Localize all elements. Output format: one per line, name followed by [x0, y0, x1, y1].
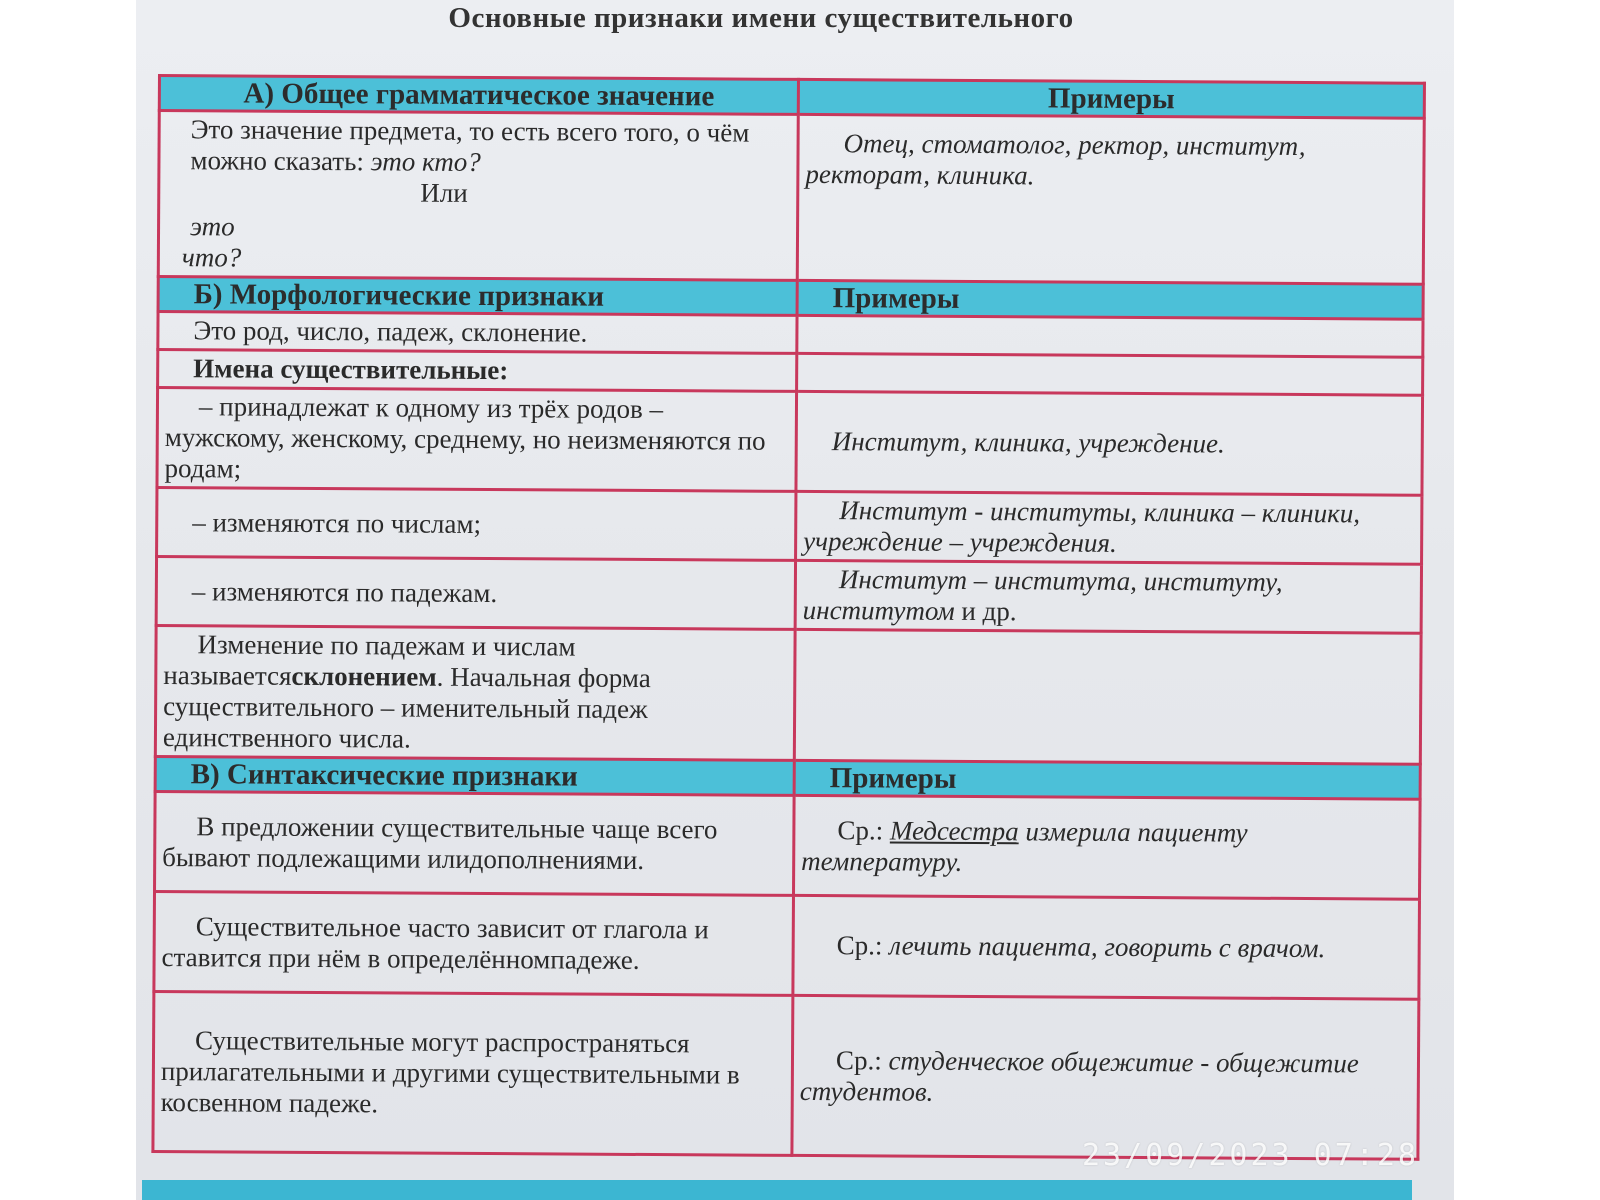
- section-b-row1: Это род, число, падеж, склонение.: [158, 312, 797, 354]
- table-row: [155, 625, 1421, 764]
- table-row: [155, 791, 1421, 899]
- section-b-examples-header: Примеры: [797, 280, 1423, 319]
- table-row: [157, 388, 1423, 496]
- section-b-row5-examples: Институт – института, институту, институтом и др.: [795, 560, 1421, 633]
- table-row: [153, 991, 1419, 1159]
- section-b-header: Б) Морфологические признаки: [158, 277, 797, 316]
- section-b-row3: – принадлежат к одному из трёх родов – мужскому, женскому, среднему, но неизменяются по родам;: [157, 388, 797, 492]
- bottom-color-band: [142, 1180, 1412, 1200]
- section-c-header: В) Синтаксические признаки: [155, 756, 794, 795]
- section-a-description: Это значение предмета, то есть всего того, о чём можно сказать: это кто? Или это что?: [158, 111, 798, 281]
- section-b-row2-examples: [797, 353, 1423, 395]
- table-row: [157, 488, 1422, 565]
- table-row: [154, 891, 1420, 999]
- table-row: [158, 111, 1424, 285]
- section-b-row4-examples: Институт - институты, клиника – клиники, учреждение – учреждения.: [796, 491, 1422, 564]
- section-b-row3-examples: Институт, клиника, учреждение.: [796, 391, 1423, 495]
- section-b-row2: Имена существительные:: [158, 350, 797, 392]
- section-c-row2-examples: Ср.: лечить пациента, говорить с врачом.: [793, 895, 1420, 999]
- photo-timestamp: 23/09/2023 07:28: [1082, 1138, 1419, 1173]
- noun-features-table: [151, 74, 1426, 1161]
- section-c-row1-examples: Ср.: Медсестра измерила пациенту температуру.: [793, 795, 1420, 899]
- section-c-row3: Существительные могут распространяться прилагательными и другими существительными в косвенном падеже.: [153, 991, 793, 1155]
- section-b-row6: Изменение по падежам и числам называетсясклонением. Начальная форма существительного – именительный падеж единственного числа.: [155, 625, 795, 760]
- section-a-header: А) Общее грамматическое значение: [159, 76, 798, 115]
- section-c-row2: Существительное часто зависит от глагола и ставится при нём в определённомпадеже.: [154, 891, 794, 995]
- section-b-row5: – изменяются по падежам.: [156, 557, 795, 630]
- section-a-examples-header: Примеры: [798, 79, 1424, 118]
- section-a-examples: Отец, стоматолог, ректор, институт, ректорат, клиника.: [797, 114, 1424, 284]
- section-b-row6-examples: [794, 629, 1421, 764]
- table-row: [156, 557, 1421, 634]
- section-c-examples-header: Примеры: [794, 760, 1420, 799]
- section-b-row4: – изменяются по числам;: [157, 488, 796, 561]
- section-b-row1-examples: [797, 315, 1423, 357]
- page-title: Основные признаки имени существительного: [448, 2, 1074, 34]
- section-c-row3-examples: Ср.: студенческое общежитие - общежитие студентов.: [792, 995, 1419, 1159]
- section-c-row1: В предложении существительные чаще всего бывают подлежащими илидополнениями.: [155, 791, 795, 895]
